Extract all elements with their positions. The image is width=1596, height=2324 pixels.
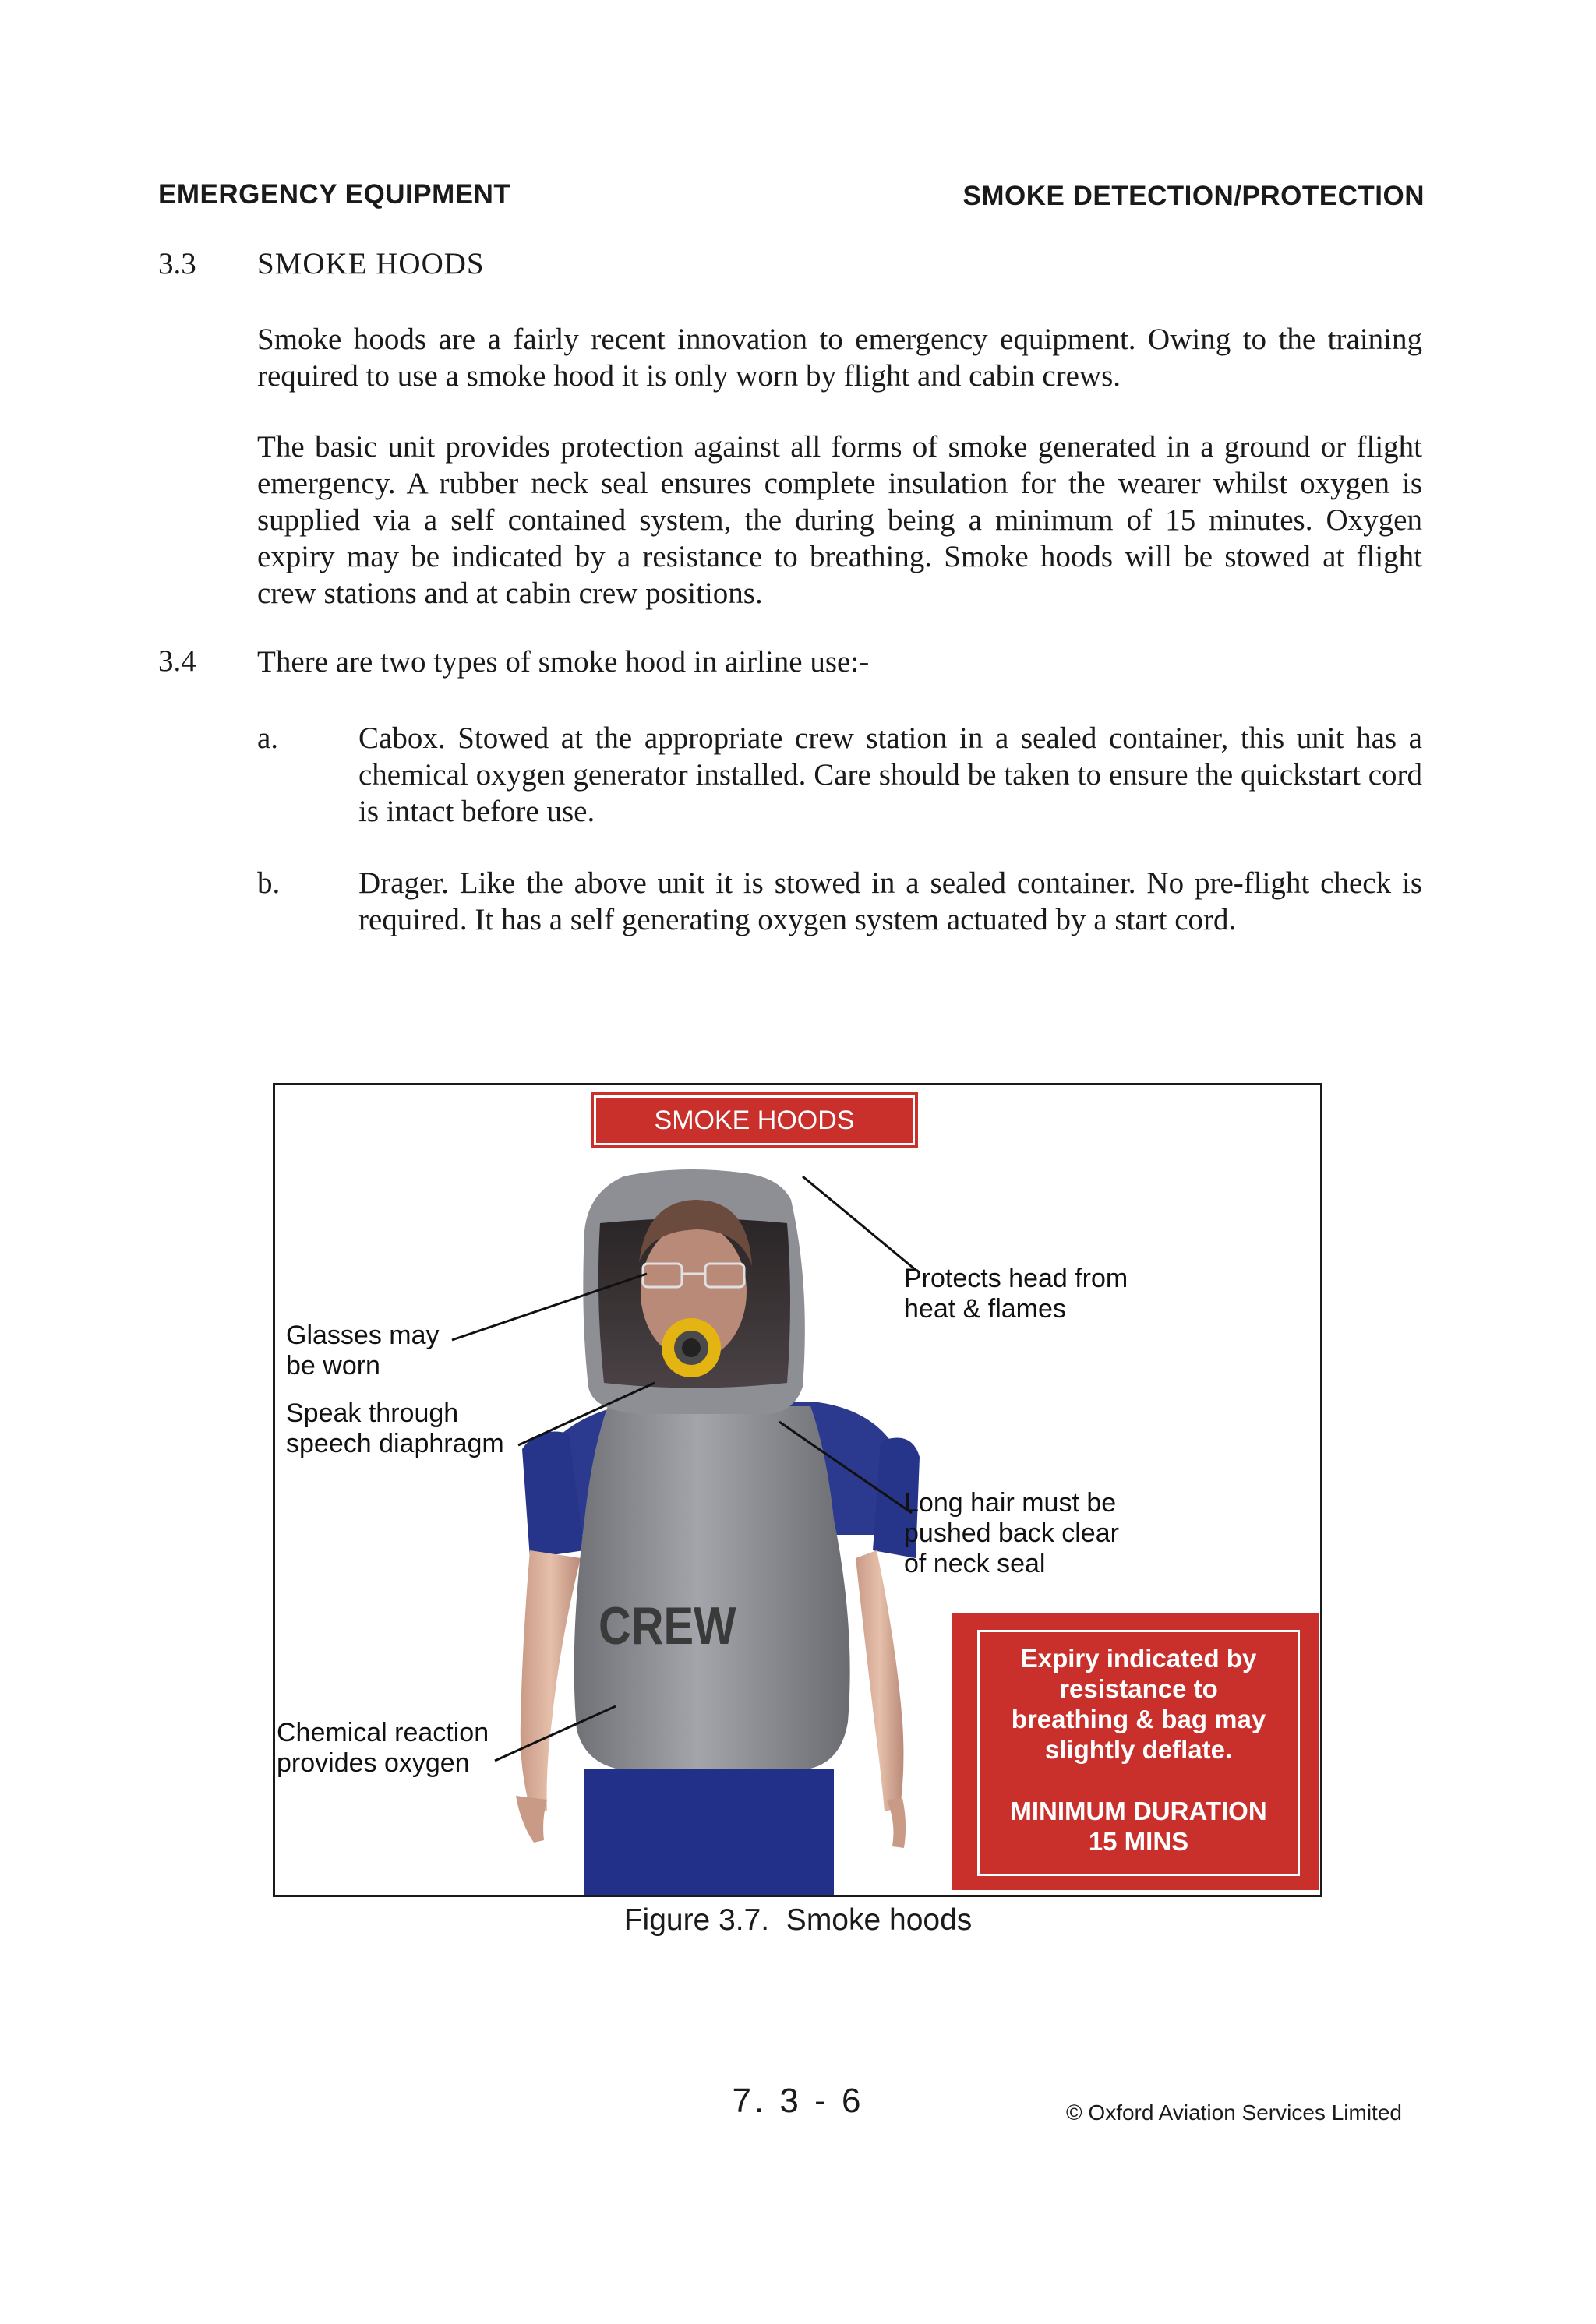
header-left: EMERGENCY EQUIPMENT (158, 179, 511, 210)
callout-glasses (286, 1321, 440, 1381)
callout-chemical (277, 1718, 489, 1779)
hood-crew-lettering: CREW (598, 1596, 736, 1656)
list-marker-b: b. (257, 866, 281, 900)
list-item-cabox: Cabox. Stowed at the appropriate crew station in a sealed container, this unit has a chemical oxygen generator installed. Care should be taken to ensure the quickstart cord is intact before use. (358, 721, 1422, 828)
paragraph-types: There are two types of smoke hood in airline use:- (257, 645, 870, 679)
section-number-3-4: 3.4 (158, 644, 196, 678)
paragraph-intro: Smoke hoods are a fairly recent innovation to emergency equipment. Owing to the training required to use a smoke hood it is only worn by flight and cabin crews. (257, 323, 1422, 393)
speech-diaphragm (662, 1318, 721, 1377)
callout-hair-line2: pushed back clear (904, 1518, 1119, 1548)
page-number: 7. 3 - 6 (732, 2082, 864, 2120)
paragraph-basic-unit: The basic unit provides protection against all forms of smoke generated in a ground or flight emergency. A rubber neck seal ensures complete insulation for the wearer whilst oxygen is supplied via a self contained system, the during being a minimum of 15 minutes. Oxygen expiry may be indicated by a resistance to breathing. Smoke hoods will be stowed at flight crew stations and at cabin crew positions. (257, 430, 1422, 610)
callout-protects-line2: heat & flames (904, 1294, 1066, 1324)
warning-line2: resistance to (1059, 1674, 1218, 1703)
figure-caption: Figure 3.7. Smoke hoods (623, 1903, 973, 1937)
callout-chemical-line2: provides oxygen (277, 1748, 470, 1778)
expiry-warning-text (980, 1632, 1298, 1765)
warning-line3: breathing & bag may (1011, 1705, 1266, 1733)
callout-chemical-line1: Chemical reaction (277, 1718, 489, 1747)
list-item-drager: Drager. Like the above unit it is stowed in a sealed container. No pre-flight check is required. It has a self generating oxygen system actuated by a start cord. (358, 866, 1422, 936)
warning-line4: slightly deflate. (1044, 1735, 1233, 1764)
hood-bag (574, 1406, 850, 1769)
callout-hair-line1: Long hair must be (904, 1488, 1117, 1518)
callout-glasses-line2: be worn (286, 1351, 380, 1381)
callout-speak-line1: Speak through (286, 1398, 459, 1428)
minimum-duration-line1: MINIMUM DURATION (1010, 1797, 1267, 1825)
callout-speak-line2: speech diaphragm (286, 1429, 504, 1458)
callout-glasses-line1: Glasses may (286, 1321, 440, 1350)
section-title: SMOKE HOODS (257, 247, 485, 280)
minimum-duration-line2: 15 MINS (1088, 1827, 1189, 1856)
expiry-warning-inner (977, 1630, 1300, 1876)
expiry-warning-box (952, 1613, 1319, 1890)
section-number-3-3: 3.3 (158, 247, 196, 280)
header-right: SMOKE DETECTION/PROTECTION (962, 181, 1425, 211)
warning-line1: Expiry indicated by (1020, 1644, 1257, 1673)
callout-hair (904, 1488, 1119, 1579)
figure-title: SMOKE HOODS (594, 1095, 915, 1145)
copyright-notice: © Oxford Aviation Services Limited (1066, 2100, 1402, 2125)
callout-protects (904, 1264, 1128, 1324)
callout-speak (286, 1398, 504, 1459)
minimum-duration (980, 1796, 1298, 1857)
callout-protects-line1: Protects head from (904, 1264, 1128, 1293)
list-marker-a: a. (257, 721, 279, 755)
callout-hair-line3: of neck seal (904, 1549, 1046, 1578)
